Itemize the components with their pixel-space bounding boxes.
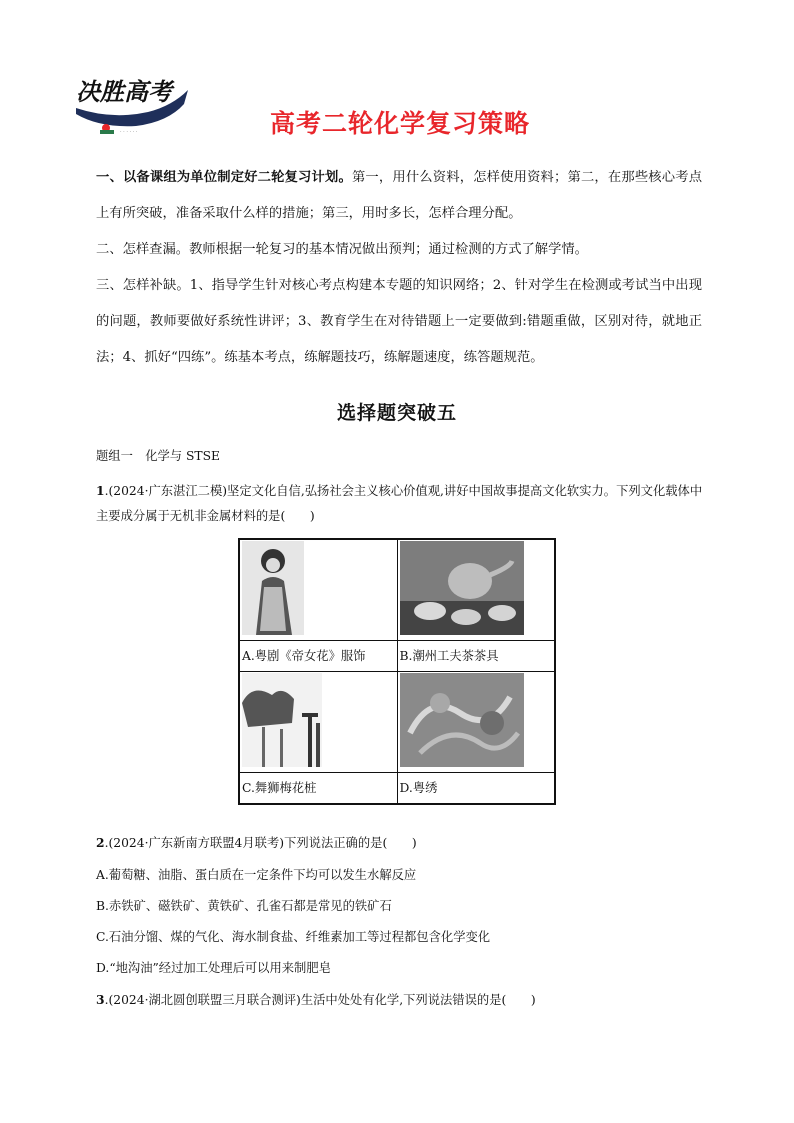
option-d-label: D.粤绣 xyxy=(397,773,555,805)
question-text: .(2024·湖北圆创联盟三月联合测评)生活中处处有化学,下列说法错误的是( ) xyxy=(104,993,536,1007)
option-a-image xyxy=(239,539,397,641)
option-d-image xyxy=(397,672,555,773)
section-title: 选择题突破五 xyxy=(336,402,457,424)
option-b-image xyxy=(397,539,555,641)
svg-text:· · · · · ·: · · · · · · xyxy=(120,129,138,135)
q2-option-a: A.葡萄糖、油脂、蛋白质在一定条件下均可以发生水解反应 xyxy=(96,868,417,882)
options-table xyxy=(238,538,556,805)
option-a-label: A.粤剧《帝女花》服饰 xyxy=(239,641,397,672)
question-3 xyxy=(96,990,706,1010)
q2-option-c: C.石油分馏、煤的气化、海水制食盐、纤维素加工等过程都包含化学变化 xyxy=(96,930,491,944)
question-text: .(2024·广东湛江二模)坚定文化自信,弘扬社会主义核心价值观,讲好中国故事提高文化软实力。下列文化载体中主要成分属于无机非金属材料的是( ) xyxy=(96,484,703,523)
strategy-text-3: 三、怎样补缺。1、指导学生针对核心考点构建本专题的知识网络；2、针对学生在检测或考试当中出现的问题，教师要做好系统性讲评；3、教育学生在对待错题上一定要做到:错题重做，区别对待，就地正法；4、抓好“四练”。练基本考点，练解题技巧，练解题速度，练答题规范。 xyxy=(96,278,702,365)
strategy-paragraph-2 xyxy=(96,232,702,268)
question-1 xyxy=(96,478,706,529)
strategy-section xyxy=(96,160,702,376)
page-title: 高考二轮化学复习策略 xyxy=(269,109,530,138)
q2-option-b: B.赤铁矿、磁铁矿、黄铁矿、孔雀石都是常见的铁矿石 xyxy=(96,899,392,913)
question-number: 2 xyxy=(96,835,105,850)
option-c-label: C.舞狮梅花桩 xyxy=(239,773,397,805)
question-number: 1 xyxy=(96,483,105,498)
strategy-text-2: 二、怎样查漏。教师根据一轮复习的基本情况做出预判；通过检测的方式了解学情。 xyxy=(96,242,588,257)
strategy-heading-1: 一、以备课组为单位制定好二轮复习计划。 xyxy=(96,170,352,185)
question-number: 3 xyxy=(96,992,105,1007)
lion-dance-picture xyxy=(242,673,322,767)
question-2 xyxy=(96,833,706,853)
question-text: .(2024·广东新南方联盟4月联考)下列说法正确的是( ) xyxy=(104,836,417,850)
svg-text:决胜高考: 决胜高考 xyxy=(76,77,172,106)
strategy-text-1: 第一，用什么资料，怎样使用资料；第二，在那些核心考点上有所突破，准备采取什么样的措施；第三，用时多长，怎样合理分配。 xyxy=(96,170,703,221)
tea-set-picture xyxy=(400,541,524,635)
embroidery-picture xyxy=(400,673,524,767)
q2-option-d: D.“地沟油”经过加工处理后可以用来制肥皂 xyxy=(96,961,331,975)
strategy-paragraph-3 xyxy=(96,268,702,376)
option-c-image xyxy=(239,672,397,773)
strategy-paragraph-1 xyxy=(96,160,702,232)
question-group-title: 题组一 化学与 STSE xyxy=(96,449,221,463)
option-b-label: B.潮州工夫茶茶具 xyxy=(397,641,555,672)
opera-costume-picture xyxy=(242,541,304,635)
